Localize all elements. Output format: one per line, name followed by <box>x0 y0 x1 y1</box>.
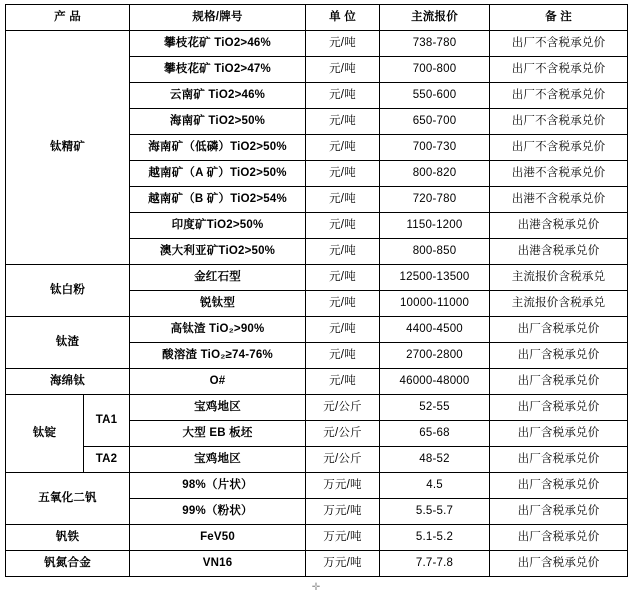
grade-label: TA1 <box>84 395 130 447</box>
header-spec: 规格/牌号 <box>130 5 306 31</box>
note-cell: 出厂不含税承兑价 <box>490 135 628 161</box>
spec-cell: 98%（片状） <box>130 473 306 499</box>
spec-cell: VN16 <box>130 551 306 577</box>
unit-cell: 元/公斤 <box>306 447 380 473</box>
unit-cell: 元/吨 <box>306 317 380 343</box>
spec-cell: 印度矿TiO2>50% <box>130 213 306 239</box>
page-marker-icon: ✛ <box>311 582 321 593</box>
table-row <box>6 369 628 395</box>
category-label: 海绵钛 <box>6 369 130 395</box>
unit-cell: 万元/吨 <box>306 499 380 525</box>
spec-cell: 酸溶渣 TiO₂≥74-76% <box>130 343 306 369</box>
category-label: 钒铁 <box>6 525 130 551</box>
note-cell: 出厂含税承兑价 <box>490 551 628 577</box>
price-cell: 700-800 <box>380 57 490 83</box>
spec-cell: 攀枝花矿 TiO2>47% <box>130 57 306 83</box>
price-cell: 5.5-5.7 <box>380 499 490 525</box>
spec-cell: 云南矿 TiO2>46% <box>130 83 306 109</box>
price-cell: 52-55 <box>380 395 490 421</box>
spec-cell: 海南矿 TiO2>50% <box>130 109 306 135</box>
header-product: 产 品 <box>6 5 130 31</box>
table-row <box>6 551 628 577</box>
price-cell: 46000-48000 <box>380 369 490 395</box>
price-cell: 2700-2800 <box>380 343 490 369</box>
unit-cell: 元/吨 <box>306 187 380 213</box>
price-cell: 1150-1200 <box>380 213 490 239</box>
price-cell: 4.5 <box>380 473 490 499</box>
spec-cell: 大型 EB 板坯 <box>130 421 306 447</box>
note-cell: 出厂含税承兑价 <box>490 343 628 369</box>
unit-cell: 元/吨 <box>306 213 380 239</box>
unit-cell: 万元/吨 <box>306 551 380 577</box>
spec-cell: 高钛渣 TiO₂>90% <box>130 317 306 343</box>
note-cell: 出港不含税承兑价 <box>490 187 628 213</box>
category-label: 钛精矿 <box>6 31 130 265</box>
spec-cell: 海南矿（低磷）TiO2>50% <box>130 135 306 161</box>
unit-cell: 元/吨 <box>306 135 380 161</box>
spec-cell: 金红石型 <box>130 265 306 291</box>
note-cell: 出港不含税承兑价 <box>490 161 628 187</box>
note-cell: 出厂不含税承兑价 <box>490 57 628 83</box>
product-price-table <box>5 4 628 577</box>
unit-cell: 元/吨 <box>306 239 380 265</box>
unit-cell: 元/吨 <box>306 369 380 395</box>
header-note: 备 注 <box>490 5 628 31</box>
unit-cell: 元/吨 <box>306 83 380 109</box>
unit-cell: 元/吨 <box>306 265 380 291</box>
unit-cell: 元/吨 <box>306 31 380 57</box>
price-cell: 48-52 <box>380 447 490 473</box>
price-cell: 10000-11000 <box>380 291 490 317</box>
spec-cell: 锐钛型 <box>130 291 306 317</box>
category-label: 钒氮合金 <box>6 551 130 577</box>
table-row <box>6 447 628 473</box>
note-cell: 出厂含税承兑价 <box>490 499 628 525</box>
note-cell: 出港含税承兑价 <box>490 239 628 265</box>
price-cell: 550-600 <box>380 83 490 109</box>
price-table-sheet <box>0 4 632 595</box>
unit-cell: 万元/吨 <box>306 525 380 551</box>
unit-cell: 元/公斤 <box>306 395 380 421</box>
note-cell: 出厂不含税承兑价 <box>490 83 628 109</box>
price-cell: 650-700 <box>380 109 490 135</box>
spec-cell: 越南矿（B 矿）TiO2>54% <box>130 187 306 213</box>
spec-cell: 99%（粉状） <box>130 499 306 525</box>
category-label: 钛白粉 <box>6 265 130 317</box>
note-cell: 出厂含税承兑价 <box>490 473 628 499</box>
spec-cell: FeV50 <box>130 525 306 551</box>
spec-cell: 宝鸡地区 <box>130 395 306 421</box>
category-label: 五氧化二钒 <box>6 473 130 525</box>
price-cell: 4400-4500 <box>380 317 490 343</box>
table-row <box>6 265 628 291</box>
note-cell: 主流报价含税承兑 <box>490 291 628 317</box>
price-cell: 5.1-5.2 <box>380 525 490 551</box>
price-cell: 720-780 <box>380 187 490 213</box>
note-cell: 出厂含税承兑价 <box>490 421 628 447</box>
note-cell: 出厂含税承兑价 <box>490 447 628 473</box>
price-cell: 7.7-7.8 <box>380 551 490 577</box>
table-row <box>6 317 628 343</box>
price-cell: 65-68 <box>380 421 490 447</box>
header-price: 主流报价 <box>380 5 490 31</box>
grade-label: TA2 <box>84 447 130 473</box>
note-cell: 出港含税承兑价 <box>490 213 628 239</box>
note-cell: 出厂含税承兑价 <box>490 395 628 421</box>
category-label: 钛锭 <box>6 395 84 473</box>
unit-cell: 元/吨 <box>306 343 380 369</box>
unit-cell: 元/吨 <box>306 291 380 317</box>
note-cell: 出厂含税承兑价 <box>490 317 628 343</box>
note-cell: 主流报价含税承兑 <box>490 265 628 291</box>
price-cell: 738-780 <box>380 31 490 57</box>
spec-cell: 宝鸡地区 <box>130 447 306 473</box>
price-cell: 800-850 <box>380 239 490 265</box>
unit-cell: 元/吨 <box>306 109 380 135</box>
price-cell: 12500-13500 <box>380 265 490 291</box>
spec-cell: 越南矿（A 矿）TiO2>50% <box>130 161 306 187</box>
unit-cell: 元/吨 <box>306 161 380 187</box>
table-header-row <box>6 5 628 31</box>
unit-cell: 元/吨 <box>306 57 380 83</box>
category-label: 钛渣 <box>6 317 130 369</box>
price-cell: 700-730 <box>380 135 490 161</box>
header-unit: 单 位 <box>306 5 380 31</box>
note-cell: 出厂含税承兑价 <box>490 369 628 395</box>
table-row <box>6 473 628 499</box>
note-cell: 出厂含税承兑价 <box>490 525 628 551</box>
note-cell: 出厂不含税承兑价 <box>490 109 628 135</box>
note-cell: 出厂不含税承兑价 <box>490 31 628 57</box>
table-row <box>6 525 628 551</box>
table-row <box>6 31 628 57</box>
spec-cell: O# <box>130 369 306 395</box>
unit-cell: 万元/吨 <box>306 473 380 499</box>
table-row <box>6 395 628 421</box>
price-cell: 800-820 <box>380 161 490 187</box>
spec-cell: 澳大利亚矿TiO2>50% <box>130 239 306 265</box>
spec-cell: 攀枝花矿 TiO2>46% <box>130 31 306 57</box>
unit-cell: 元/公斤 <box>306 421 380 447</box>
